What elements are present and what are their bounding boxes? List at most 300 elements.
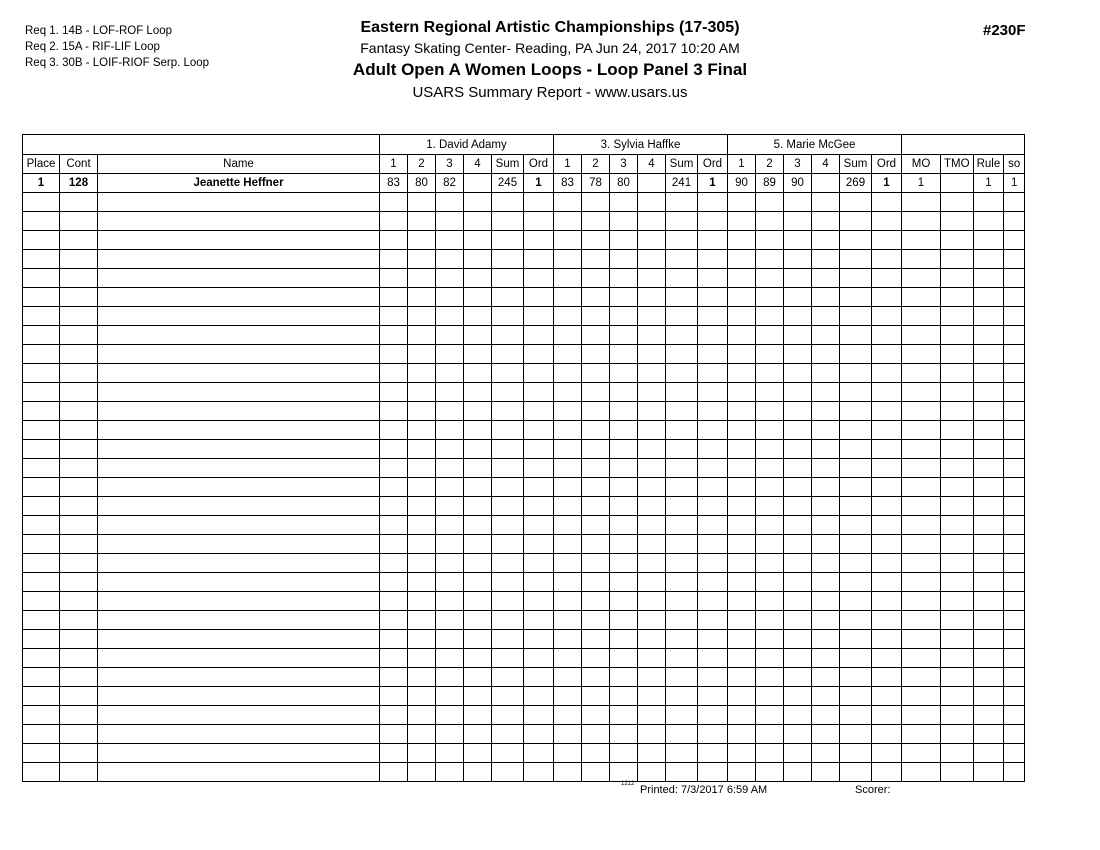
j1-score3 xyxy=(436,269,464,288)
tmo-cell xyxy=(941,326,974,345)
j2-sum xyxy=(666,763,698,782)
mo-cell xyxy=(902,744,941,763)
j1-score3 xyxy=(436,706,464,725)
j2-score3 xyxy=(610,592,638,611)
rule-cell xyxy=(973,668,1004,687)
col-header-name-cell: Name xyxy=(98,155,380,174)
cont-cell xyxy=(60,668,98,687)
j1-score1 xyxy=(380,193,408,212)
empty-row xyxy=(23,763,1025,782)
j1-score4 xyxy=(464,478,492,497)
j1-score3 xyxy=(436,307,464,326)
tmo-cell xyxy=(941,269,974,288)
cont-cell xyxy=(60,193,98,212)
rule-cell xyxy=(973,554,1004,573)
j3-score3 xyxy=(784,440,812,459)
j3-ord xyxy=(872,250,902,269)
j2-score1 xyxy=(554,573,582,592)
name-cell xyxy=(98,535,380,554)
name-cell xyxy=(98,307,380,326)
j3-score2 xyxy=(756,592,784,611)
j2-score4 xyxy=(638,402,666,421)
j1-ord xyxy=(524,421,554,440)
j2-ord xyxy=(698,288,728,307)
cont-cell xyxy=(60,231,98,250)
empty-row xyxy=(23,212,1025,231)
j1-score4 xyxy=(464,459,492,478)
cont-cell xyxy=(60,459,98,478)
j2-score2 xyxy=(582,744,610,763)
j2-score4 xyxy=(638,250,666,269)
rule-cell xyxy=(973,573,1004,592)
cont-cell xyxy=(60,497,98,516)
mo-cell xyxy=(902,402,941,421)
place-cell xyxy=(23,592,60,611)
j1-ord xyxy=(524,725,554,744)
j2-score4 xyxy=(638,288,666,307)
j2-score2 xyxy=(582,307,610,326)
place-cell xyxy=(23,668,60,687)
j3-score3 xyxy=(784,725,812,744)
j3-score1 xyxy=(728,212,756,231)
place-cell xyxy=(23,554,60,573)
j3-score1 xyxy=(728,269,756,288)
mo-cell xyxy=(902,706,941,725)
j1-ord xyxy=(524,554,554,573)
j2-score4 xyxy=(638,744,666,763)
j1-ord xyxy=(524,307,554,326)
j3-ord xyxy=(872,212,902,231)
j3-score2 xyxy=(756,516,784,535)
j1-score4 xyxy=(464,630,492,649)
j1-score2 xyxy=(408,326,436,345)
j2-score3 xyxy=(610,250,638,269)
j3-ord xyxy=(872,497,902,516)
j2-sum xyxy=(666,212,698,231)
tmo-cell xyxy=(941,231,974,250)
cont-cell xyxy=(60,630,98,649)
j1-score2 xyxy=(408,687,436,706)
mo-cell xyxy=(902,364,941,383)
j1-score2 xyxy=(408,478,436,497)
j1-score2 xyxy=(408,554,436,573)
j1-score4 xyxy=(464,326,492,345)
j3-ord xyxy=(872,763,902,782)
j3-score3 xyxy=(784,212,812,231)
place-cell xyxy=(23,345,60,364)
j1-score3 xyxy=(436,725,464,744)
col-header-j3-score1: 1 xyxy=(728,155,756,174)
j2-score4 xyxy=(638,174,666,193)
j2-score2 xyxy=(582,421,610,440)
j2-score4 xyxy=(638,269,666,288)
j3-sum xyxy=(840,706,872,725)
rule-cell xyxy=(973,744,1004,763)
cont-cell xyxy=(60,250,98,269)
place-cell xyxy=(23,611,60,630)
report-header xyxy=(0,19,1100,101)
j3-sum xyxy=(840,383,872,402)
j2-ord: 1 xyxy=(698,174,728,193)
j3-score3 xyxy=(784,383,812,402)
empty-row xyxy=(23,649,1025,668)
j2-score2 xyxy=(582,212,610,231)
j3-score4 xyxy=(812,345,840,364)
rule-cell xyxy=(973,212,1004,231)
j3-ord xyxy=(872,706,902,725)
j1-score1 xyxy=(380,516,408,535)
j2-ord xyxy=(698,326,728,345)
j3-score3 xyxy=(784,554,812,573)
j1-sum xyxy=(492,535,524,554)
j2-score2 xyxy=(582,630,610,649)
j3-ord xyxy=(872,307,902,326)
j3-score4 xyxy=(812,478,840,497)
j2-score2 xyxy=(582,611,610,630)
j3-score1 xyxy=(728,440,756,459)
j1-score3 xyxy=(436,383,464,402)
j3-sum xyxy=(840,649,872,668)
j2-ord xyxy=(698,516,728,535)
j3-score3 xyxy=(784,611,812,630)
j3-score3 xyxy=(784,402,812,421)
j2-score3 xyxy=(610,440,638,459)
j3-ord xyxy=(872,573,902,592)
name-cell xyxy=(98,326,380,345)
j2-score1 xyxy=(554,592,582,611)
mo-cell xyxy=(902,554,941,573)
j1-sum xyxy=(492,307,524,326)
j3-sum xyxy=(840,573,872,592)
j2-score2 xyxy=(582,573,610,592)
j1-ord xyxy=(524,345,554,364)
j3-sum: 269 xyxy=(840,174,872,193)
j3-ord xyxy=(872,516,902,535)
j2-sum xyxy=(666,630,698,649)
name-cell xyxy=(98,269,380,288)
j2-score1 xyxy=(554,478,582,497)
j1-sum: 245 xyxy=(492,174,524,193)
j2-score2 xyxy=(582,763,610,782)
j2-score3 xyxy=(610,516,638,535)
j1-score4 xyxy=(464,687,492,706)
j1-score1 xyxy=(380,668,408,687)
j2-sum xyxy=(666,478,698,497)
j2-score2 xyxy=(582,497,610,516)
place-cell xyxy=(23,231,60,250)
col-header-j2-ord: Ord xyxy=(698,155,728,174)
j2-score1 xyxy=(554,554,582,573)
empty-row xyxy=(23,402,1025,421)
so-cell xyxy=(1004,364,1025,383)
cont-cell xyxy=(60,725,98,744)
j2-score1 xyxy=(554,630,582,649)
j3-score2 xyxy=(756,326,784,345)
cont-cell xyxy=(60,706,98,725)
j1-ord xyxy=(524,611,554,630)
place-cell xyxy=(23,269,60,288)
j3-score3 xyxy=(784,193,812,212)
j3-score2 xyxy=(756,649,784,668)
j3-score2 xyxy=(756,345,784,364)
j3-score2 xyxy=(756,364,784,383)
j1-score1 xyxy=(380,250,408,269)
tmo-cell xyxy=(941,212,974,231)
j2-score4 xyxy=(638,516,666,535)
j3-score3 xyxy=(784,516,812,535)
j1-score4 xyxy=(464,440,492,459)
cont-cell xyxy=(60,345,98,364)
j3-sum xyxy=(840,763,872,782)
name-cell xyxy=(98,364,380,383)
j3-ord xyxy=(872,402,902,421)
j1-ord xyxy=(524,706,554,725)
j1-score4 xyxy=(464,212,492,231)
j3-score1 xyxy=(728,554,756,573)
so-cell xyxy=(1004,193,1025,212)
j1-ord: 1 xyxy=(524,174,554,193)
j2-sum xyxy=(666,725,698,744)
j1-score2 xyxy=(408,383,436,402)
j1-sum xyxy=(492,611,524,630)
place-cell xyxy=(23,497,60,516)
j2-score3 xyxy=(610,288,638,307)
name-cell xyxy=(98,193,380,212)
j1-ord xyxy=(524,288,554,307)
j1-score1 xyxy=(380,554,408,573)
j3-score3 xyxy=(784,364,812,383)
j1-ord xyxy=(524,212,554,231)
mo-cell xyxy=(902,630,941,649)
cont-cell xyxy=(60,535,98,554)
j3-sum xyxy=(840,687,872,706)
j3-score3 xyxy=(784,288,812,307)
j3-sum xyxy=(840,212,872,231)
rule-cell xyxy=(973,611,1004,630)
empty-row xyxy=(23,687,1025,706)
tmo-cell xyxy=(941,554,974,573)
j2-ord xyxy=(698,554,728,573)
j1-score2 xyxy=(408,459,436,478)
j2-score4 xyxy=(638,687,666,706)
j3-score1 xyxy=(728,288,756,307)
j3-sum xyxy=(840,535,872,554)
j2-ord xyxy=(698,250,728,269)
score-table xyxy=(22,134,1025,782)
rule-cell xyxy=(973,706,1004,725)
j2-score3 xyxy=(610,269,638,288)
j3-score3 xyxy=(784,269,812,288)
empty-row xyxy=(23,630,1025,649)
place-cell xyxy=(23,630,60,649)
j1-score2 xyxy=(408,516,436,535)
mo-cell xyxy=(902,497,941,516)
tmo-cell xyxy=(941,668,974,687)
so-cell xyxy=(1004,478,1025,497)
empty-row xyxy=(23,364,1025,383)
mo-cell xyxy=(902,535,941,554)
j1-score1 xyxy=(380,744,408,763)
j2-score1 xyxy=(554,402,582,421)
j3-ord xyxy=(872,364,902,383)
cont-cell: 128 xyxy=(60,174,98,193)
j2-score1 xyxy=(554,269,582,288)
j1-score1 xyxy=(380,497,408,516)
j2-score4 xyxy=(638,668,666,687)
j2-ord xyxy=(698,231,728,250)
j3-score2 xyxy=(756,383,784,402)
j2-score1 xyxy=(554,706,582,725)
j2-ord xyxy=(698,383,728,402)
j3-score3 xyxy=(784,497,812,516)
j2-score1 xyxy=(554,212,582,231)
footer-mark: 1212 xyxy=(621,781,635,787)
j2-score1 xyxy=(554,763,582,782)
j2-sum xyxy=(666,326,698,345)
j2-score1 xyxy=(554,535,582,554)
j2-score1 xyxy=(554,345,582,364)
j3-score3 xyxy=(784,573,812,592)
j2-score2 xyxy=(582,687,610,706)
j3-score2 xyxy=(756,193,784,212)
j2-sum xyxy=(666,668,698,687)
mo-cell xyxy=(902,592,941,611)
so-cell xyxy=(1004,744,1025,763)
col-header-rule-cell: Rule xyxy=(973,155,1004,174)
event-title: Adult Open A Women Loops - Loop Panel 3 Final xyxy=(352,60,748,79)
j1-score4 xyxy=(464,668,492,687)
rule-cell xyxy=(973,725,1004,744)
j1-score2 xyxy=(408,269,436,288)
rule-cell xyxy=(973,497,1004,516)
j2-ord xyxy=(698,630,728,649)
j2-score4 xyxy=(638,478,666,497)
tmo-cell xyxy=(941,402,974,421)
j2-score3 xyxy=(610,459,638,478)
tmo-cell xyxy=(941,592,974,611)
j2-ord xyxy=(698,307,728,326)
j2-score1 xyxy=(554,516,582,535)
j1-score3 xyxy=(436,497,464,516)
j3-score2 xyxy=(756,269,784,288)
j1-sum xyxy=(492,516,524,535)
cont-cell xyxy=(60,478,98,497)
venue-date-line: Fantasy Skating Center- Reading, PA Jun 24, 2017 10:20 AM xyxy=(360,40,740,56)
j3-score3 xyxy=(784,231,812,250)
j1-sum xyxy=(492,668,524,687)
name-cell xyxy=(98,497,380,516)
j1-score1 xyxy=(380,345,408,364)
j2-ord xyxy=(698,668,728,687)
j2-score2 xyxy=(582,668,610,687)
j2-ord xyxy=(698,421,728,440)
j3-score1 xyxy=(728,725,756,744)
j1-score3 xyxy=(436,763,464,782)
j2-score3 xyxy=(610,421,638,440)
rule-cell xyxy=(973,535,1004,554)
empty-row xyxy=(23,516,1025,535)
j2-score3 xyxy=(610,668,638,687)
j3-sum xyxy=(840,307,872,326)
col-header-j1-sum: Sum xyxy=(492,155,524,174)
j2-score2 xyxy=(582,250,610,269)
j1-score3 xyxy=(436,668,464,687)
j3-score4 xyxy=(812,611,840,630)
j1-score2: 80 xyxy=(408,174,436,193)
cont-cell xyxy=(60,554,98,573)
empty-row xyxy=(23,231,1025,250)
j2-score4 xyxy=(638,459,666,478)
j2-ord xyxy=(698,649,728,668)
name-cell xyxy=(98,763,380,782)
j1-score4 xyxy=(464,269,492,288)
j2-score4 xyxy=(638,193,666,212)
tmo-cell xyxy=(941,535,974,554)
name-cell: Jeanette Heffner xyxy=(98,174,380,193)
j1-score1 xyxy=(380,402,408,421)
j2-ord xyxy=(698,478,728,497)
col-header-j1-score1: 1 xyxy=(380,155,408,174)
j2-score4 xyxy=(638,231,666,250)
j1-score3 xyxy=(436,402,464,421)
j1-score3 xyxy=(436,592,464,611)
j1-score4 xyxy=(464,288,492,307)
j3-ord xyxy=(872,345,902,364)
j3-ord xyxy=(872,535,902,554)
rule-cell xyxy=(973,630,1004,649)
j2-sum xyxy=(666,497,698,516)
j1-score4 xyxy=(464,535,492,554)
so-cell xyxy=(1004,611,1025,630)
col-header-j3-sum: Sum xyxy=(840,155,872,174)
place-cell xyxy=(23,516,60,535)
j3-score4 xyxy=(812,744,840,763)
j2-score1 xyxy=(554,725,582,744)
j1-sum xyxy=(492,687,524,706)
j2-score3 xyxy=(610,193,638,212)
j3-score3 xyxy=(784,307,812,326)
empty-row xyxy=(23,497,1025,516)
col-header-j3-score4: 4 xyxy=(812,155,840,174)
so-cell xyxy=(1004,345,1025,364)
j1-score4 xyxy=(464,497,492,516)
j2-score3 xyxy=(610,573,638,592)
rule-cell xyxy=(973,326,1004,345)
j3-score3 xyxy=(784,345,812,364)
j2-score4 xyxy=(638,763,666,782)
name-cell xyxy=(98,345,380,364)
j2-ord xyxy=(698,725,728,744)
j3-score1 xyxy=(728,573,756,592)
j1-score2 xyxy=(408,573,436,592)
j2-sum xyxy=(666,706,698,725)
j2-score1 xyxy=(554,383,582,402)
place-cell xyxy=(23,288,60,307)
j1-score1 xyxy=(380,611,408,630)
j1-ord xyxy=(524,231,554,250)
j1-ord xyxy=(524,269,554,288)
j3-score4 xyxy=(812,231,840,250)
j1-ord xyxy=(524,573,554,592)
j1-sum xyxy=(492,725,524,744)
name-cell xyxy=(98,592,380,611)
name-cell xyxy=(98,744,380,763)
j2-ord xyxy=(698,763,728,782)
j3-sum xyxy=(840,288,872,307)
j3-score1 xyxy=(728,364,756,383)
j1-score2 xyxy=(408,364,436,383)
j3-ord xyxy=(872,630,902,649)
